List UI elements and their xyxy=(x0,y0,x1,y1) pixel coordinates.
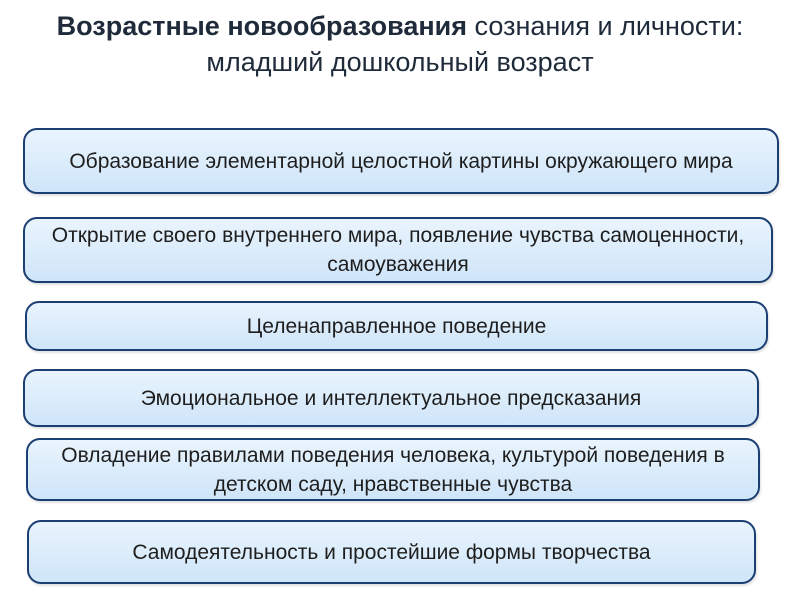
item-text: Самодеятельность и простейшие формы творчества xyxy=(132,540,651,564)
item-box-world-picture xyxy=(23,128,779,194)
slide-title xyxy=(40,8,760,80)
slide-title-rest: сознания и личности: младший дошкольный возраст xyxy=(206,11,744,77)
slide-title-bold: Возрастные новообразования xyxy=(56,11,468,41)
item-box-creativity xyxy=(27,520,756,584)
item-box-behavior-rules xyxy=(26,438,760,501)
item-text: Овладение правилами поведения человека, культурой поведения в детском саду, нравственные чувства xyxy=(61,443,725,496)
item-box-purposeful-behavior xyxy=(25,301,768,351)
item-text: Эмоциональное и интеллектуальное предсказания xyxy=(140,386,642,410)
item-text: Целенаправленное поведение xyxy=(246,314,547,338)
item-text: Образование элементарной целостной картины окружающего мира xyxy=(69,149,733,173)
item-box-predictions xyxy=(23,369,759,427)
item-text: Открытие своего внутреннего мира, появление чувства самоценности, самоуважения xyxy=(51,224,745,276)
item-box-inner-world xyxy=(23,217,773,283)
